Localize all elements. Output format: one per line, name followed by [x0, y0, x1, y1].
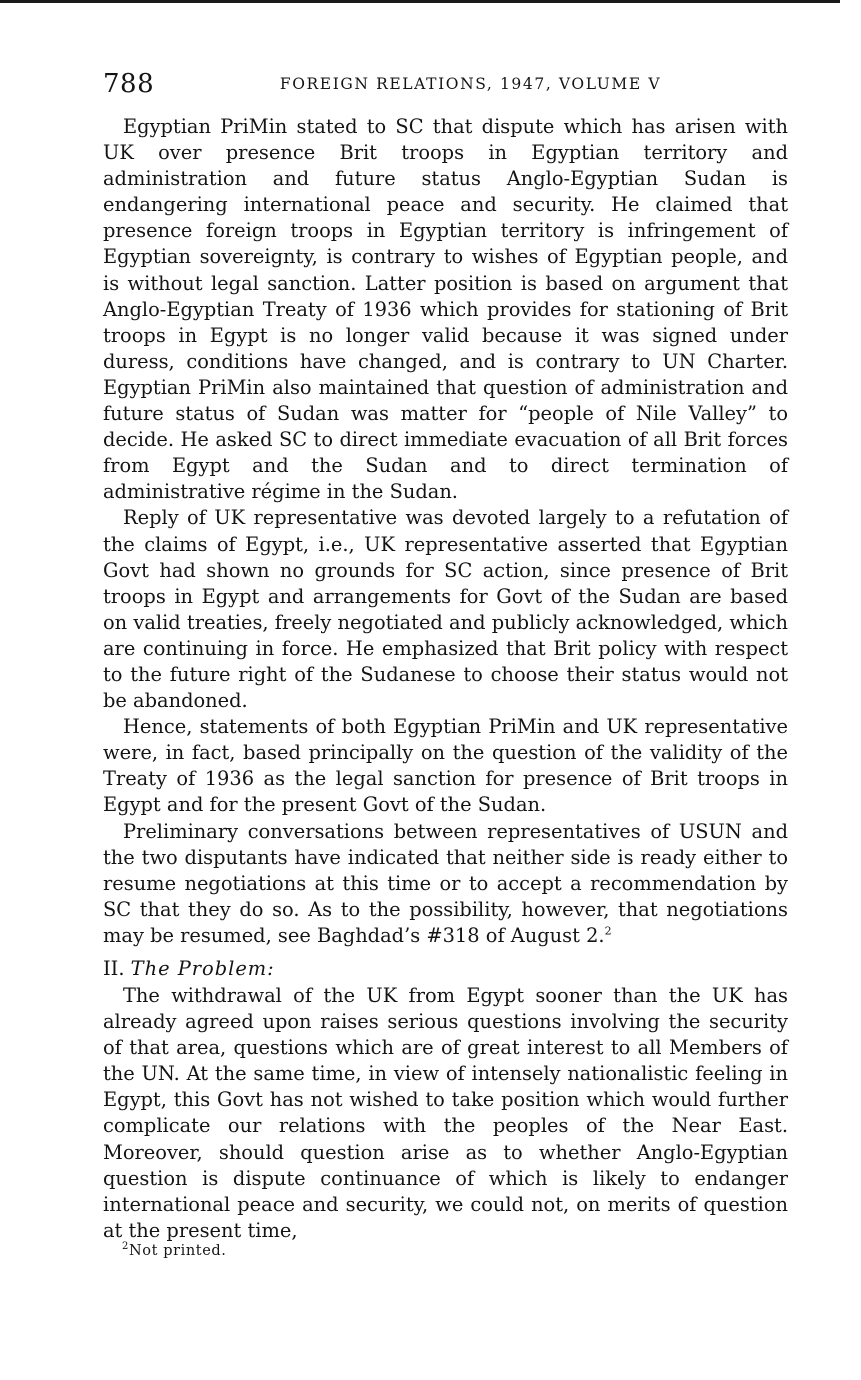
paragraph-primin-statement: Egyptian PriMin stated to SC that dispute which has arisen with UK over presence Brit troops in Egyptian territory and administration and future status Anglo-Egyptian Sudan is endangering international peace and security. He claimed that presence foreign troops in Egyptian territory is infringement of Egyptian sovereignty, is contrary to wishes of Egyptian people, and is without legal sanction. Latter position is based on argument that Anglo-Egyptian Treaty of 1936 which provides for stationing of Brit troops in Egypt is no longer valid because it was signed under duress, conditions have changed, and is contrary to UN Charter. Egyptian PriMin also maintained that question of administration and future status of Sudan was matter for “people of Nile Valley” to decide. He asked SC to direct immediate evacuation of all Brit forces from Egypt and the Sudan and to direct termination of administrative régime in the Sudan.: [103, 115, 788, 504]
footnote-text: Not printed.: [128, 1243, 227, 1259]
paragraph-treaty-validity: Hence, statements of both Egyptian PriMin and UK representative were, in fact, based principally on the question of the validity of the Treaty of 1936 as the legal sanction for presence of Brit troops in Egypt and for the present Govt of the Sudan.: [103, 715, 788, 817]
section-title: The Problem:: [130, 957, 275, 980]
paragraph-preliminary-conversations-text: Preliminary conversations between representatives of USUN and the two disputants have indicated that neither side is ready either to resume negotiations at this time or to accept a recommendation by SC that they do so. As to the possibility, however, that negotiations may be resumed, see Baghdad’s #318 of August 2.: [103, 819, 788, 947]
body-text: [103, 114, 788, 1244]
paragraph-preliminary-conversations: [103, 819, 788, 949]
running-head: FOREIGN RELATIONS, 1947, VOLUME V: [279, 75, 662, 93]
top-rule: [0, 0, 840, 3]
footnote: [122, 1241, 227, 1261]
footnote-marker: 2: [122, 1241, 129, 1253]
paragraph-the-problem: The withdrawal of the UK from Egypt sooner than the UK has already agreed upon raises serious questions involving the security of that area, questions which are of great interest to all Members of the UN. At the same time, in view of intensely nationalistic feeling in Egypt, this Govt has not wished to take position which would further complicate our relations with the peoples of the Near East. Moreover, should question arise as to whether Anglo-Egyptian question is dispute continuance of which is likely to endanger international peace and security, we could not, on merits of question at the present time,: [103, 984, 788, 1242]
paragraph-uk-reply: Reply of UK representative was devoted largely to a refutation of the claims of Egypt, i.e., UK representative asserted that Egyptian Govt had shown no grounds for SC action, since presence of Brit troops in Egypt and arrangements for Govt of the Sudan are based on valid treaties, freely negotiated and publicly acknowledged, which are continuing in force. He emphasized that Brit policy with respect to the future right of the Sudanese to choose their status would not be abandoned.: [103, 506, 788, 713]
footnote-reference: 2: [604, 924, 612, 938]
section-number: II.: [103, 957, 125, 980]
page-header: [103, 68, 788, 104]
section-heading: [103, 956, 788, 982]
page-number: 788: [103, 69, 155, 99]
